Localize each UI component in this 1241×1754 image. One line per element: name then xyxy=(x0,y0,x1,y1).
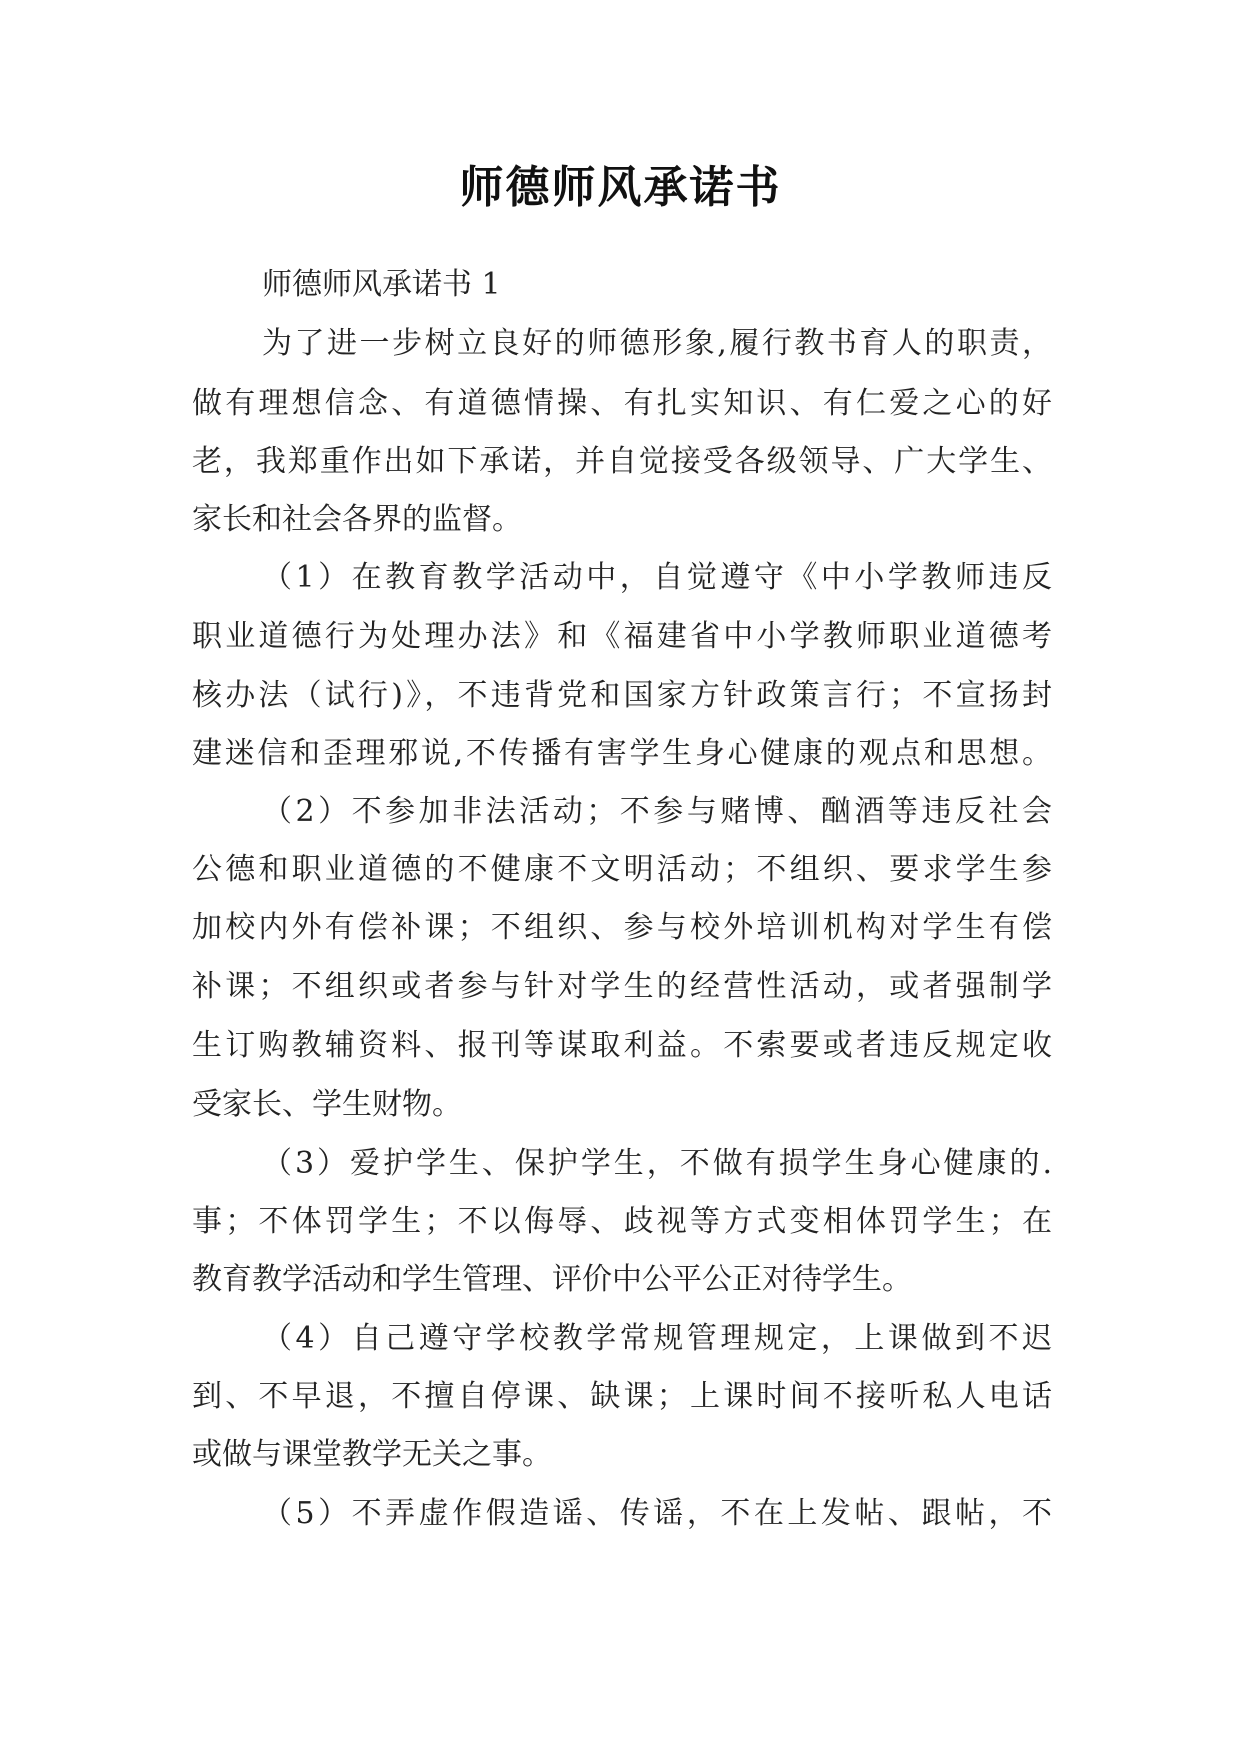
body-line: 老，我郑重作出如下承诺，并自觉接受各级领导、广大学生、 xyxy=(192,444,1052,479)
body-line: 建迷信和歪理邪说,不传播有害学生身心健康的观点和思想。 xyxy=(192,736,1052,771)
body-line: 生订购教辅资料、报刊等谋取利益。不索要或者违反规定收 xyxy=(192,1028,1052,1063)
body-line: 到、不早退，不擅自停课、缺课；上课时间不接听私人电话 xyxy=(192,1379,1052,1414)
body-line: 为了进一步树立良好的师德形象,履行教书育人的职责， xyxy=(262,326,1052,361)
document-title: 师德师风承诺书 xyxy=(459,162,782,213)
body-line: 补课；不组织或者参与针对学生的经营性活动，或者强制学 xyxy=(192,969,1052,1004)
body-line: 事；不体罚学生；不以侮辱、歧视等方式变相体罚学生；在 xyxy=(192,1204,1052,1239)
body-line: （1）在教育教学活动中，自觉遵守《中小学教师违反 xyxy=(262,560,1052,595)
body-line: （4）自己遵守学校教学常规管理规定，上课做到不迟 xyxy=(262,1321,1052,1356)
body-line: 师德师风承诺书 1 xyxy=(262,267,501,302)
body-line: 核办法（试行)》，不违背党和国家方针政策言行；不宣扬封 xyxy=(192,678,1052,713)
body-line: 公德和职业道德的不健康不文明活动；不组织、要求学生参 xyxy=(192,852,1052,887)
body-line: （2）不参加非法活动；不参与赌博、酗酒等违反社会 xyxy=(262,794,1052,829)
body-line: 或做与课堂教学无关之事。 xyxy=(192,1437,552,1472)
body-line: 受家长、学生财物。 xyxy=(192,1087,462,1122)
body-line: 加校内外有偿补课；不组织、参与校外培训机构对学生有偿 xyxy=(192,910,1052,945)
body-line: 家长和社会各界的监督。 xyxy=(192,502,522,537)
body-line: （3）爱护学生、保护学生，不做有损学生身心健康的. xyxy=(262,1146,1052,1181)
body-line: （5）不弄虚作假造谣、传谣，不在上发帖、跟帖，不 xyxy=(262,1496,1052,1531)
body-line: 做有理想信念、有道德情操、有扎实知识、有仁爱之心的好 xyxy=(192,386,1052,421)
body-line: 职业道德行为处理办法》和《福建省中小学教师职业道德考 xyxy=(192,619,1052,654)
body-line: 教育教学活动和学生管理、评价中公平公正对待学生。 xyxy=(192,1262,912,1297)
